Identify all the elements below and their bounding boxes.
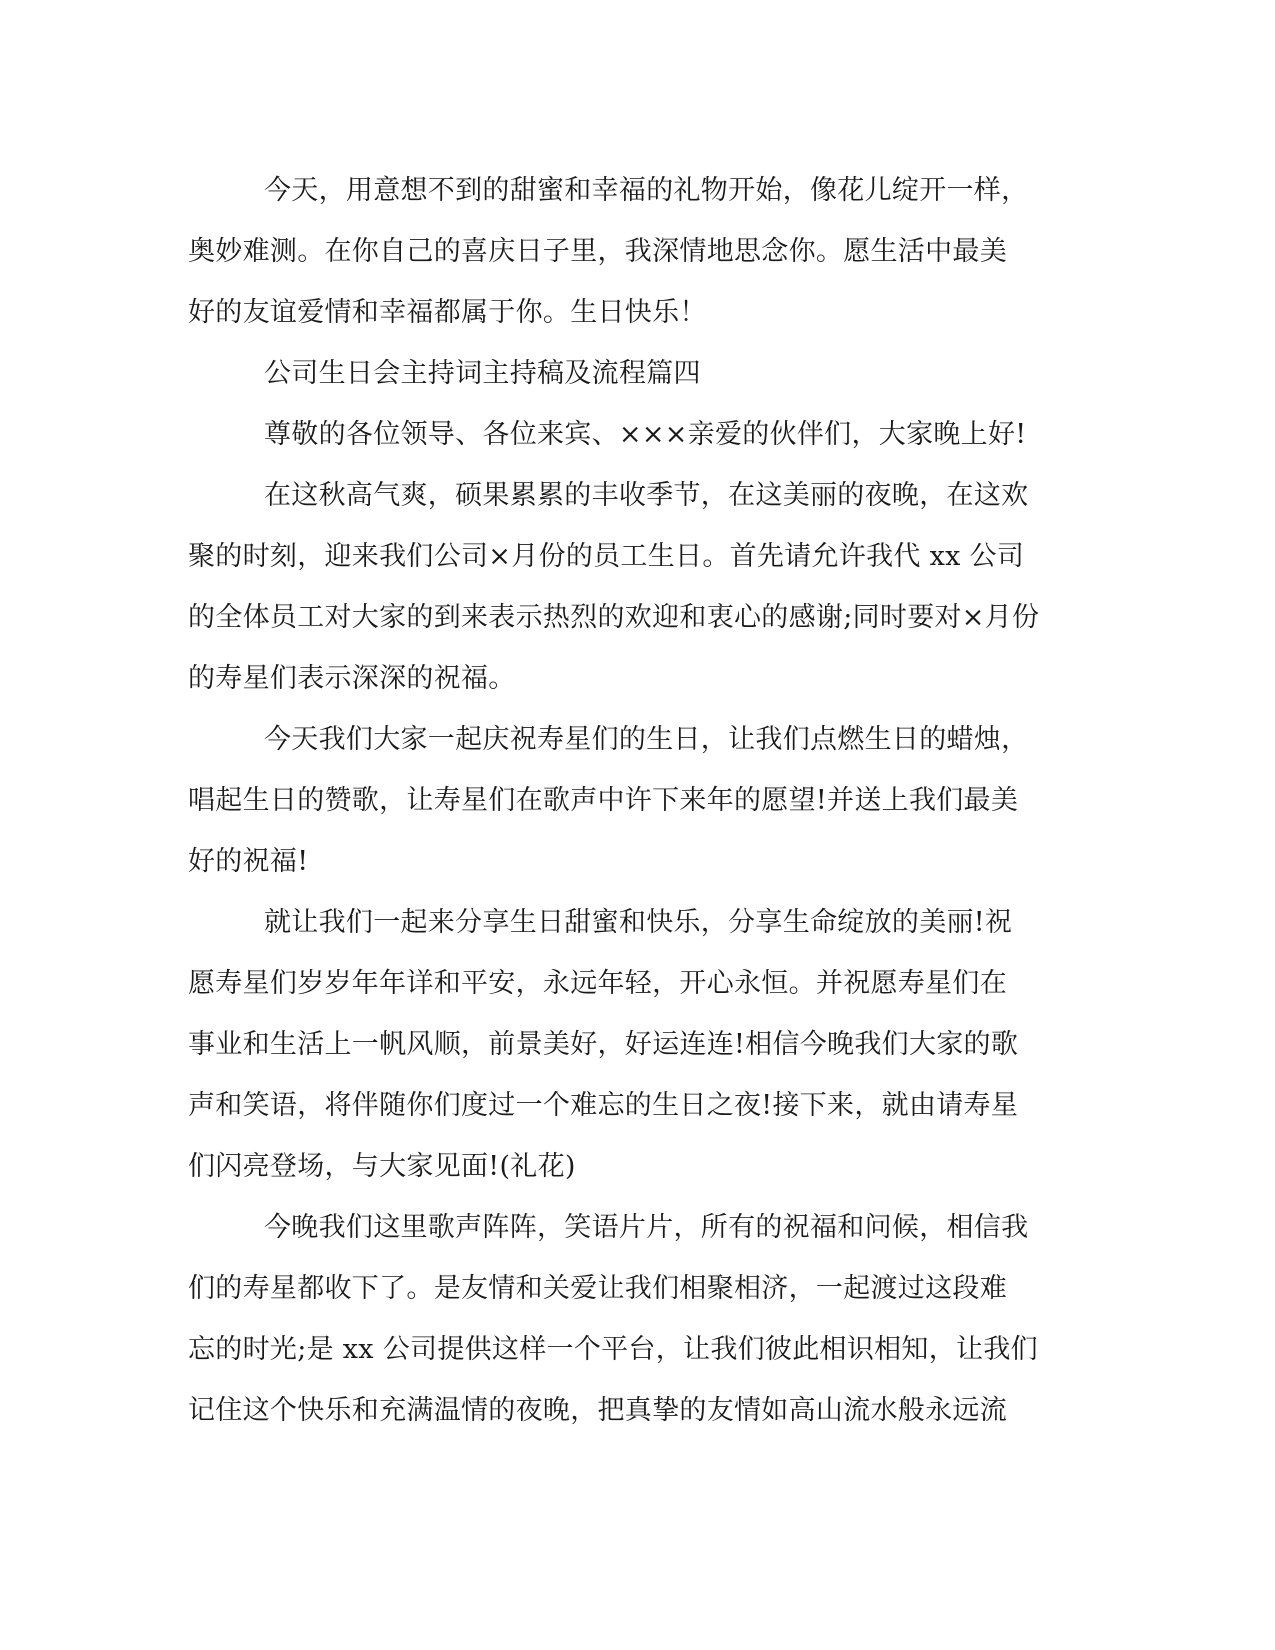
text-line: 就让我们一起来分享生日甜蜜和快乐，分享生命绽放的美丽!祝 xyxy=(264,907,1013,938)
text-line: 记住这个快乐和充满温情的夜晚，把真挚的友情如高山流水般永远流 xyxy=(188,1395,1007,1426)
text-line: 在这秋高气爽，硕果累累的丰收季节，在这美丽的夜晚，在这欢 xyxy=(264,480,1029,511)
text-line: 奥妙难测。在你自己的喜庆日子里，我深情地思念你。愿生活中最美 xyxy=(188,236,1007,267)
text-line: 的寿星们表示深深的祝福。 xyxy=(188,663,516,694)
text-line: 忘的时光;是 xx 公司提供这样一个平台，让我们彼此相识相知，让我们 xyxy=(188,1334,1038,1365)
paragraph-greeting xyxy=(188,404,1088,465)
paragraph-welcome xyxy=(188,465,1088,709)
paragraph-tonight xyxy=(188,1197,1088,1441)
text-line: 声和笑语，将伴随你们度过一个难忘的生日之夜!接下来，就由请寿星 xyxy=(188,1090,1019,1121)
text-line: 愿寿星们岁岁年年详和平安，永远年轻，开心永恒。并祝愿寿星们在 xyxy=(188,968,1007,999)
text-line: 唱起生日的赞歌，让寿星们在歌声中许下来年的愿望!并送上我们最美 xyxy=(188,785,1019,816)
text-line: 今天，用意想不到的甜蜜和幸福的礼物开始，像花儿绽开一样， xyxy=(264,175,1029,206)
text-line: 今天我们大家一起庆祝寿星们的生日，让我们点燃生日的蜡烛， xyxy=(264,724,1029,755)
paragraph-celebrate xyxy=(188,709,1088,892)
text-line: 们闪亮登场，与大家见面!(礼花) xyxy=(188,1151,576,1182)
text-line: 的全体员工对大家的到来表示热烈的欢迎和衷心的感谢;同时要对×月份 xyxy=(188,602,1040,633)
document-body xyxy=(188,160,1088,1441)
text-line: 好的友谊爱情和幸福都属于你。生日快乐！ xyxy=(188,297,707,328)
paragraph-share xyxy=(188,892,1088,1197)
text-line: 好的祝福! xyxy=(188,846,309,877)
paragraph-birthday-wish xyxy=(188,160,1088,343)
text-line: 尊敬的各位领导、各位来宾、×××亲爱的伙伴们，大家晚上好! xyxy=(264,419,1027,450)
section-title: 公司生日会主持词主持稿及流程篇四 xyxy=(264,358,701,389)
text-line: 今晚我们这里歌声阵阵，笑语片片，所有的祝福和问候，相信我 xyxy=(264,1212,1029,1243)
text-line: 们的寿星都收下了。是友情和关爱让我们相聚相济，一起渡过这段难 xyxy=(188,1273,1007,1304)
section-heading xyxy=(188,343,1088,404)
text-line: 聚的时刻，迎来我们公司×月份的员工生日。首先请允许我代 xx 公司 xyxy=(188,541,1025,572)
text-line: 事业和生活上一帆风顺，前景美好，好运连连!相信今晚我们大家的歌 xyxy=(188,1029,1019,1060)
